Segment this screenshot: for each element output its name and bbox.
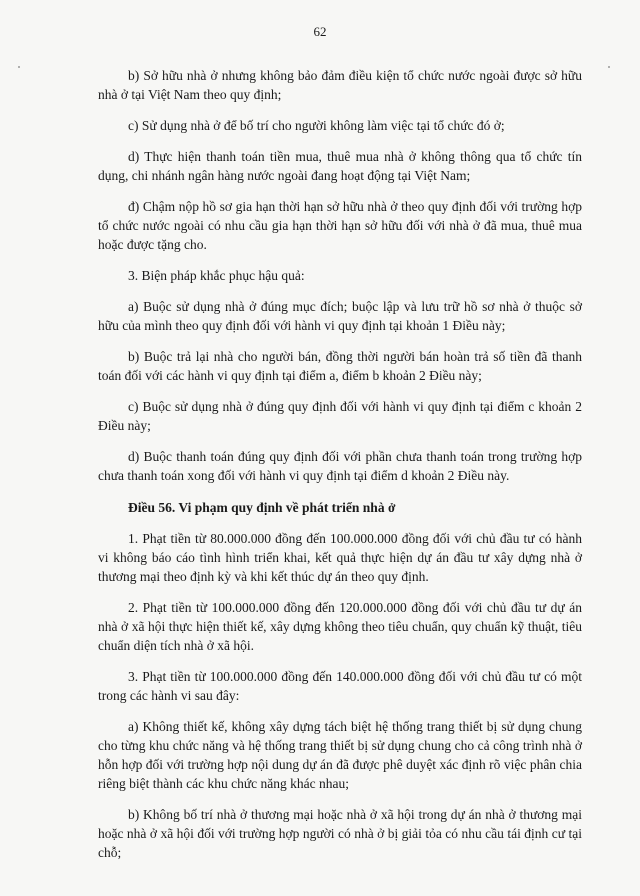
paragraph: 3. Biện pháp khắc phục hậu quả: (128, 268, 305, 283)
paragraph: 3. Phạt tiền từ 100.000.000 đồng đến 140.000.000 đồng đối với chủ đầu tư có một trong các hành vi sau đây: (98, 669, 582, 703)
paragraph: c) Buộc sử dụng nhà ở đúng quy định đối với hành vi quy định tại điểm c khoản 2 Điều này; (98, 399, 582, 433)
paragraph: đ) Chậm nộp hồ sơ gia hạn thời hạn sở hữu nhà ở theo quy định đối với trường hợp tổ chức nước ngoài có nhu cầu gia hạn thời hạn sở hữu đối với nhà ở đã mua, thuê mua hoặc được tặng cho. (98, 199, 582, 252)
paragraph: d) Thực hiện thanh toán tiền mua, thuê mua nhà ở không thông qua tổ chức tín dụng, chi nhánh ngân hàng nước ngoài đang hoạt động tại Việt Nam; (98, 149, 582, 183)
paragraph: 2. Phạt tiền từ 100.000.000 đồng đến 120.000.000 đồng đối với chủ đầu tư dự án nhà ở xã hội thực hiện thiết kế, xây dựng không theo tiêu chuẩn, quy chuẩn kỹ thuật, tiêu chuẩn diện tích nhà ở xã hội. (98, 600, 582, 653)
paragraph: b) Sở hữu nhà ở nhưng không bảo đảm điều kiện tổ chức nước ngoài được sở hữu nhà ở tại Việt Nam theo quy định; (98, 68, 582, 102)
paragraph: 1. Phạt tiền từ 80.000.000 đồng đến 100.000.000 đồng đối với chủ đầu tư có hành vi không báo cáo tình hình triển khai, kết quả thực hiện dự án đầu tư xây dựng nhà ở thương mại theo định kỳ và khi kết thúc dự án theo quy định. (98, 531, 582, 584)
paragraph: b) Buộc trả lại nhà cho người bán, đồng thời người bán hoàn trả số tiền đã thanh toán đối với các hành vi quy định tại điểm a, điểm b khoản 2 Điều này; (98, 349, 582, 383)
scan-speck (608, 66, 610, 68)
page-number: 62 (313, 24, 327, 39)
article-heading: Điều 56. Vi phạm quy định về phát triển nhà ở (128, 500, 396, 515)
paragraph: a) Không thiết kế, không xây dựng tách biệt hệ thống trang thiết bị sử dụng chung cho từng khu chức năng và hệ thống trang thiết bị sử dụng chung cho cả công trình nhà ở hỗn hợp đối với trường hợp nội dung dự án đã được phê duyệt xác định rõ việc phân chia riêng biệt thành các khu chức năng khác nhau; (98, 719, 582, 791)
document-body (98, 66, 582, 874)
paragraph: d) Buộc thanh toán đúng quy định đối với phần chưa thanh toán trong trường hợp chưa thanh toán xong đối với hành vi quy định tại điểm d khoản 2 Điều này. (98, 449, 582, 483)
paragraph: a) Buộc sử dụng nhà ở đúng mục đích; buộc lập và lưu trữ hồ sơ nhà ở thuộc sở hữu của mình theo quy định đối với hành vi quy định tại khoản 1 Điều này; (98, 299, 582, 333)
paragraph: b) Không bố trí nhà ở thương mại hoặc nhà ở xã hội trong dự án nhà ở thương mại hoặc nhà ở xã hội đối với trường hợp người có nhà ở bị giải tỏa có nhu cầu tái định cư tại chỗ; (98, 807, 582, 860)
paragraph: c) Sử dụng nhà ở để bố trí cho người không làm việc tại tổ chức đó ở; (128, 118, 505, 133)
scan-speck (18, 66, 20, 68)
